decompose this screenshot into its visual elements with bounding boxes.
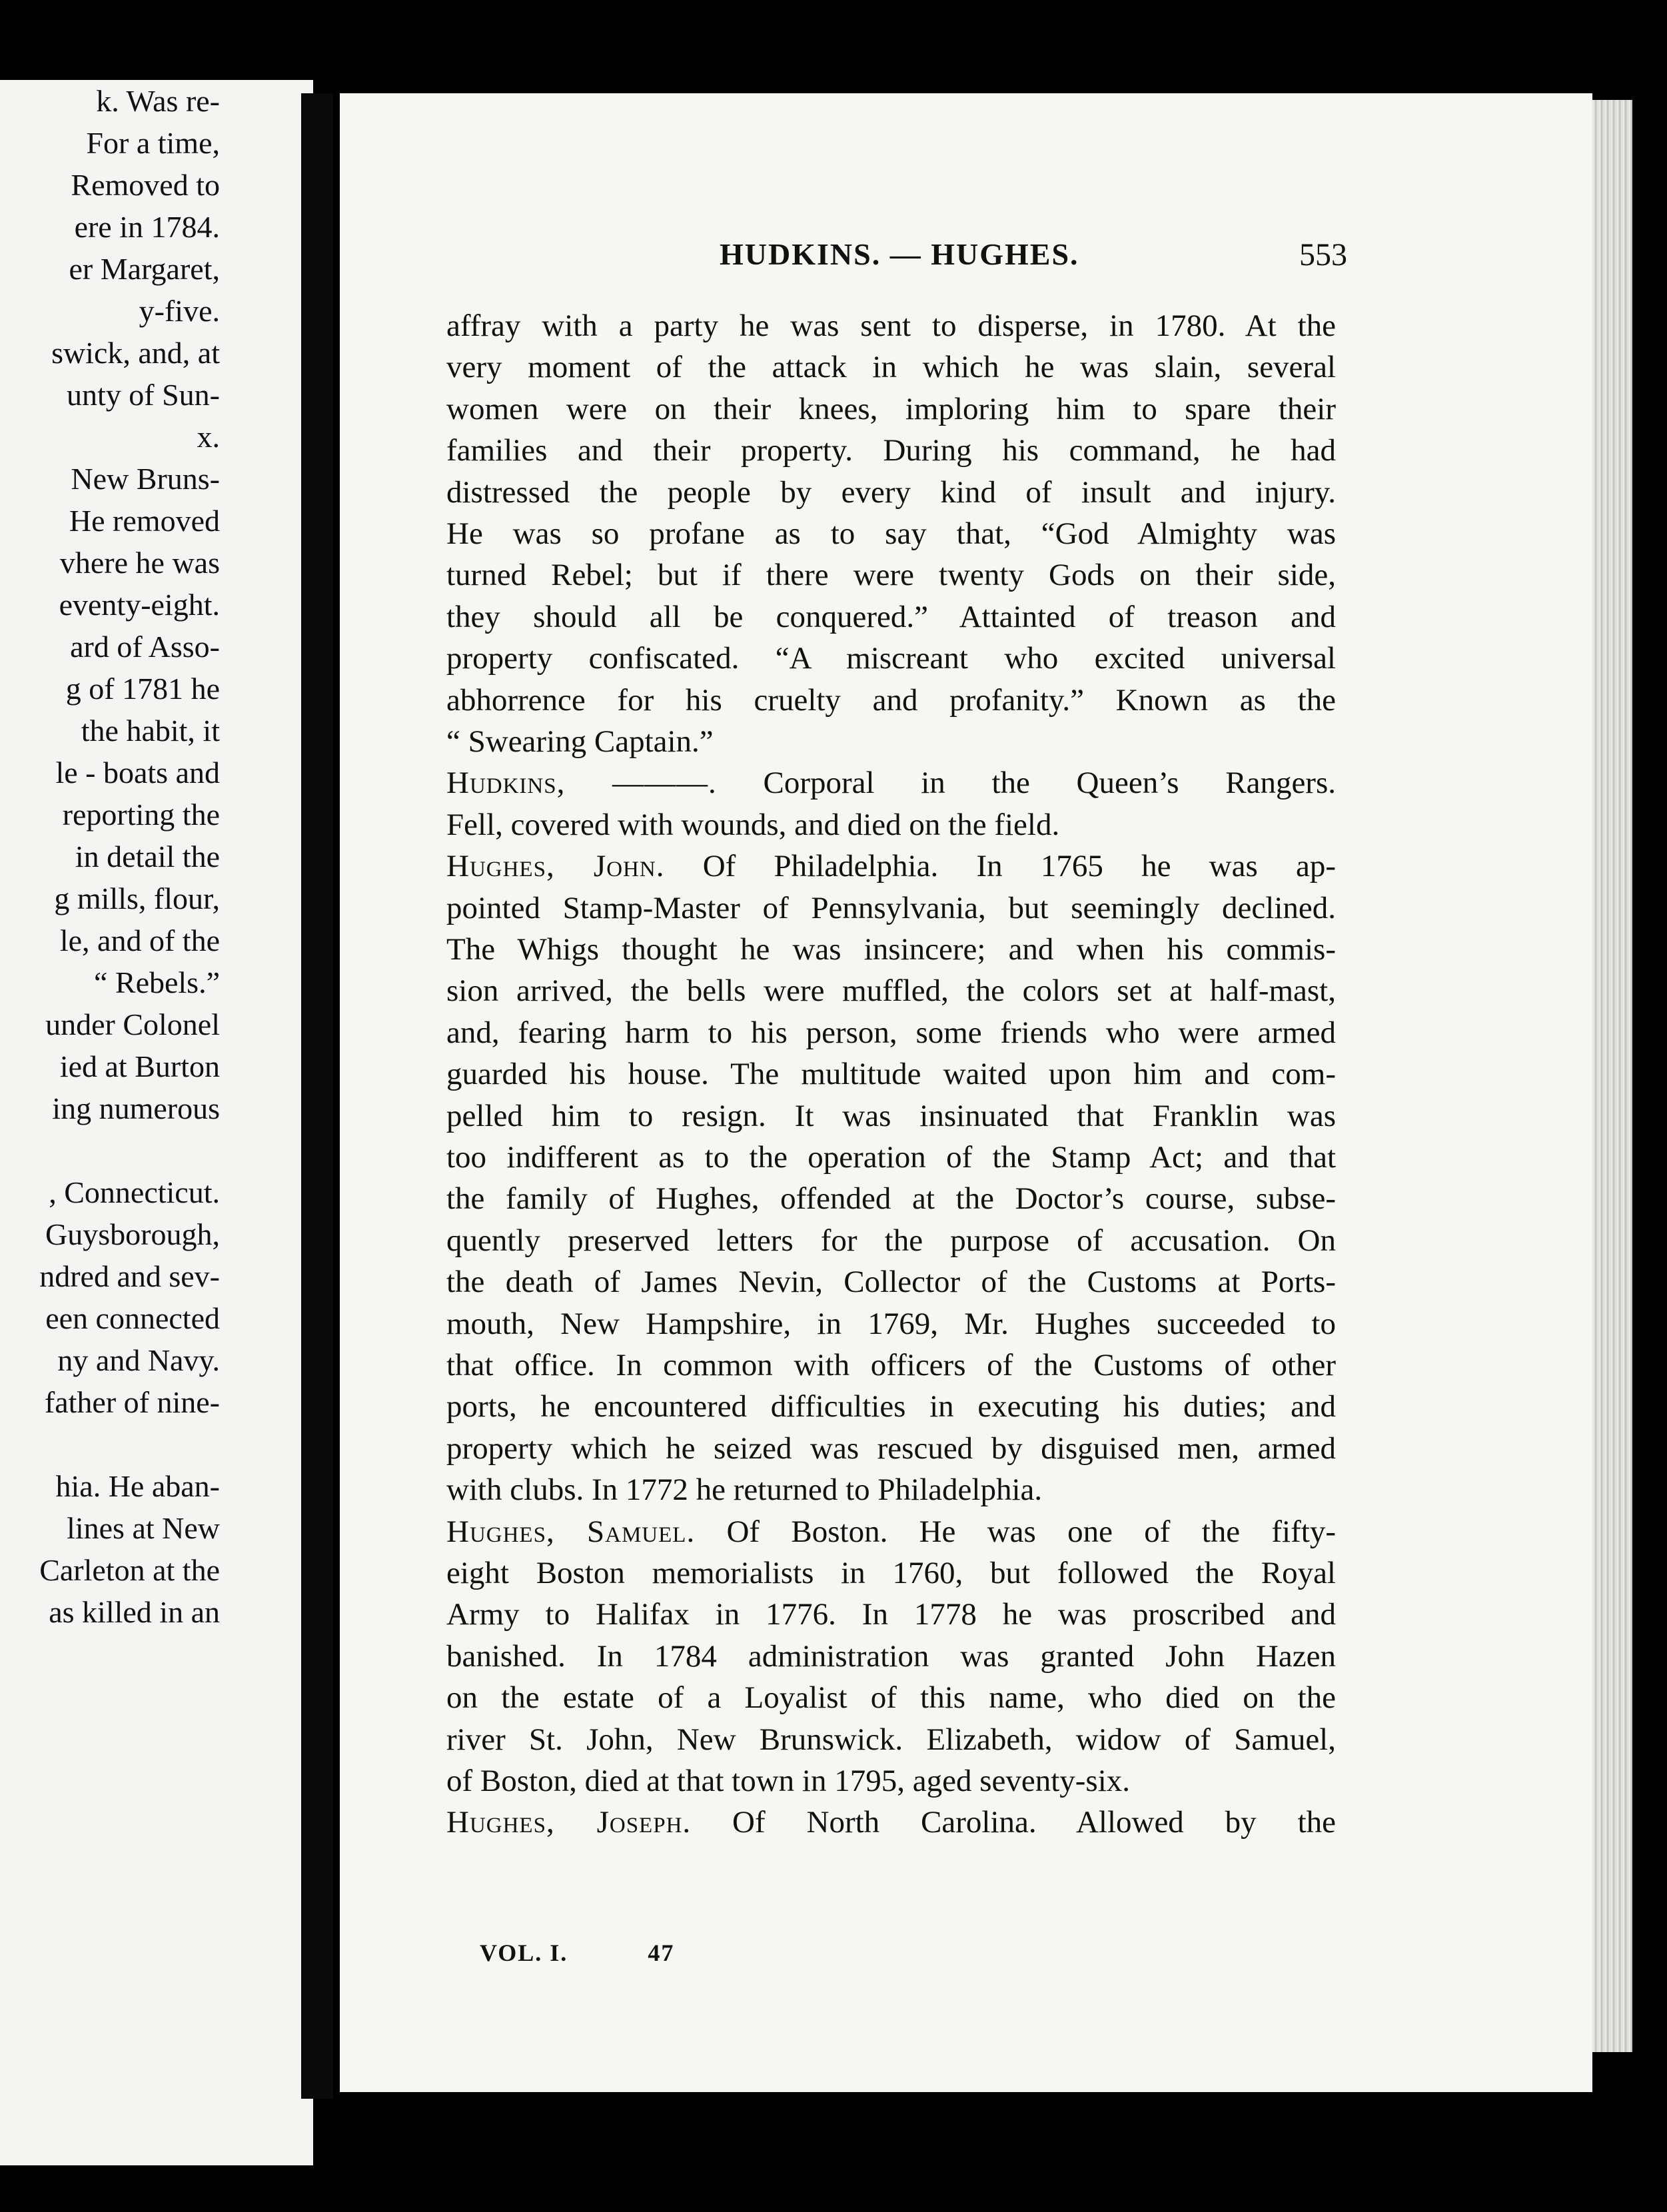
volume-label: VOL. I. xyxy=(480,1939,568,1966)
line-text: on the estate of a Loyalist of this name, who died on the xyxy=(446,1680,1336,1716)
line-text: quently preserved letters for the purpose of accusation. On xyxy=(446,1223,1336,1258)
line-text: very moment of the attack in which he was slain, several xyxy=(446,350,1336,385)
text-line xyxy=(446,305,1336,347)
facing-page-line: ing numerous xyxy=(52,1091,220,1125)
facing-page-line: le, and of the xyxy=(59,923,220,957)
line-text: property confiscated. “A miscreant who excited universal xyxy=(446,641,1336,676)
text-line xyxy=(446,680,1336,722)
facing-page-fragment xyxy=(0,80,313,2165)
facing-page-line: hia. He aban- xyxy=(55,1469,220,1503)
line-text: pelled him to resign. It was insinuated that Franklin was xyxy=(446,1098,1336,1133)
text-line xyxy=(446,1386,1336,1428)
line-text: pointed Stamp-Master of Pennsylvania, but seemingly declined. xyxy=(446,890,1336,925)
line-text: they should all be conquered.” Attainted of treason and xyxy=(446,599,1336,634)
book-page xyxy=(340,93,1592,2092)
line-text: sion arrived, the bells were muffled, the colors set at half-mast, xyxy=(446,973,1336,1009)
text-line xyxy=(446,596,1336,638)
line-text: and, fearing harm to his person, some friends who were armed xyxy=(446,1015,1336,1050)
text-line xyxy=(446,929,1336,971)
entry-heading: Hughes, John. xyxy=(446,849,665,884)
signature-mark: 47 xyxy=(648,1939,675,1966)
text-line xyxy=(446,1719,1336,1761)
facing-page-line: father of nine- xyxy=(44,1385,220,1419)
line-text: of Boston, died at that town in 1795, aged seventy-six. xyxy=(446,1764,1131,1798)
text-line xyxy=(446,430,1336,472)
facing-page-line: le - boats and xyxy=(55,756,220,790)
page-number: 553 xyxy=(1299,237,1347,273)
facing-page-line: y-five. xyxy=(139,294,220,328)
text-line xyxy=(446,554,1336,596)
text-line xyxy=(446,1469,1336,1511)
line-text: eight Boston memorialists in 1760, but followed the Royal xyxy=(446,1556,1336,1590)
facing-page-line: For a time, xyxy=(86,126,220,160)
facing-page-line: Removed to xyxy=(71,168,220,202)
facing-page-line: vhere he was xyxy=(59,546,220,580)
text-line xyxy=(446,970,1336,1012)
line-text: property which he seized was rescued by disguised men, armed xyxy=(446,1430,1336,1466)
facing-page-line: as killed in an xyxy=(49,1595,220,1629)
text-line xyxy=(446,1594,1336,1636)
text-line xyxy=(446,1178,1336,1220)
facing-page-line: ere in 1784. xyxy=(74,210,220,244)
facing-page-line: Carleton at the xyxy=(39,1553,220,1587)
facing-page-line: ard of Asso- xyxy=(70,630,220,664)
line-text: guarded his house. The multitude waited upon him and com- xyxy=(446,1057,1336,1092)
line-text: The Whigs thought he was insincere; and when his commis- xyxy=(446,932,1336,967)
line-text: Of Philadelphia. In 1765 he was ap- xyxy=(664,849,1336,884)
facing-page-line: ndred and sev- xyxy=(39,1259,220,1293)
line-text: mouth, New Hampshire, in 1769, Mr. Hughes succeeded to xyxy=(446,1306,1336,1341)
line-text: Of North Carolina. Allowed by the xyxy=(691,1805,1336,1840)
text-line xyxy=(446,845,1336,887)
line-text: Fell, covered with wounds, and died on the field. xyxy=(446,807,1060,842)
text-line xyxy=(446,887,1336,929)
text-line xyxy=(446,1220,1336,1262)
entry-heading: Hughes, Joseph. xyxy=(446,1805,692,1840)
facing-page-line: New Bruns- xyxy=(71,462,220,496)
line-text: He was so profane as to say that, “God Almighty was xyxy=(446,516,1336,551)
text-line xyxy=(446,721,1336,763)
text-line xyxy=(446,1760,1336,1802)
facing-page-line: the habit, it xyxy=(81,714,220,748)
line-text: the death of James Nevin, Collector of the Customs at Ports- xyxy=(446,1265,1336,1300)
running-head: HUDKINS. — HUGHES. xyxy=(720,237,1079,271)
line-text: too indifferent as to the operation of the Stamp Act; and that xyxy=(446,1140,1336,1175)
line-text: Of Boston. He was one of the fifty- xyxy=(695,1514,1336,1549)
text-line xyxy=(446,1677,1336,1719)
text-line xyxy=(446,1802,1336,1844)
text-line xyxy=(446,1012,1336,1054)
text-line xyxy=(446,638,1336,680)
facing-page-line: Guysborough, xyxy=(45,1217,220,1251)
text-line xyxy=(446,346,1336,388)
text-line xyxy=(446,762,1336,804)
facing-page-line: He removed xyxy=(69,504,220,538)
line-text: “ Swearing Captain.” xyxy=(446,724,714,759)
text-line xyxy=(446,1303,1336,1345)
line-text: that office. In common with officers of the Customs of other xyxy=(446,1348,1336,1382)
facing-page-line: k. Was re- xyxy=(96,84,220,118)
facing-page-line: ny and Navy. xyxy=(57,1343,220,1377)
line-text: turned Rebel; but if there were twenty Gods on their side, xyxy=(446,558,1336,593)
line-text: Corporal in the Queen’s Rangers. xyxy=(716,766,1336,801)
line-text: women were on their knees, imploring him to spare their xyxy=(446,391,1336,426)
line-text: affray with a party he was sent to disperse, in 1780. At the xyxy=(446,308,1336,343)
text-line xyxy=(446,1552,1336,1594)
text-line xyxy=(446,1261,1336,1303)
facing-page-line: g mills, flour, xyxy=(54,881,220,915)
line-text: with clubs. In 1772 he returned to Philadelphia. xyxy=(446,1472,1043,1508)
text-line xyxy=(446,1636,1336,1678)
line-text: the family of Hughes, offended at the Doctor’s course, subse- xyxy=(446,1181,1336,1217)
text-line xyxy=(446,804,1336,846)
text-line xyxy=(446,472,1336,514)
facing-page-line: eventy-eight. xyxy=(59,588,220,622)
facing-page-line: swick, and, at xyxy=(51,336,220,370)
entry-heading: Hudkins, ———. xyxy=(446,766,717,801)
line-text: abhorrence for his cruelty and profanity.” Known as the xyxy=(446,682,1336,718)
facing-page-line: unty of Sun- xyxy=(67,378,220,412)
entry-heading: Hughes, Samuel. xyxy=(446,1514,696,1549)
facing-page-line: een connected xyxy=(45,1301,220,1335)
line-text: families and their property. During his command, he had xyxy=(446,433,1336,468)
line-text: distressed the people by every kind of insult and injury. xyxy=(446,474,1336,510)
text-line xyxy=(446,388,1336,430)
facing-page-line: g of 1781 he xyxy=(65,672,220,706)
line-text: ports, he encountered difficulties in executing his duties; and xyxy=(446,1389,1336,1424)
facing-page-line: under Colonel xyxy=(45,1007,220,1041)
facing-page-line: ied at Burton xyxy=(59,1049,220,1083)
line-text: river St. John, New Brunswick. Elizabeth, widow of Samuel, xyxy=(446,1722,1336,1757)
line-text: banished. In 1784 administration was granted John Hazen xyxy=(446,1638,1336,1674)
facing-page-line: “ Rebels.” xyxy=(93,965,220,999)
text-line xyxy=(446,1053,1336,1095)
text-line xyxy=(446,1428,1336,1470)
book-gutter xyxy=(301,93,333,2099)
text-line xyxy=(446,1345,1336,1386)
page-header xyxy=(340,237,1592,283)
facing-page-line: , Connecticut. xyxy=(49,1175,220,1209)
text-line xyxy=(446,513,1336,555)
text-line xyxy=(446,1137,1336,1179)
text-line xyxy=(446,1095,1336,1137)
page-footer xyxy=(480,1939,674,1967)
facing-page-line: reporting the xyxy=(62,798,220,831)
facing-page-line: er Margaret, xyxy=(69,252,220,286)
facing-page-line: in detail the xyxy=(75,839,220,873)
facing-page-line: x. xyxy=(197,420,220,454)
facing-page-line: lines at New xyxy=(67,1511,220,1545)
line-text: Army to Halifax in 1776. In 1778 he was proscribed and xyxy=(446,1597,1336,1632)
text-line xyxy=(446,1511,1336,1553)
